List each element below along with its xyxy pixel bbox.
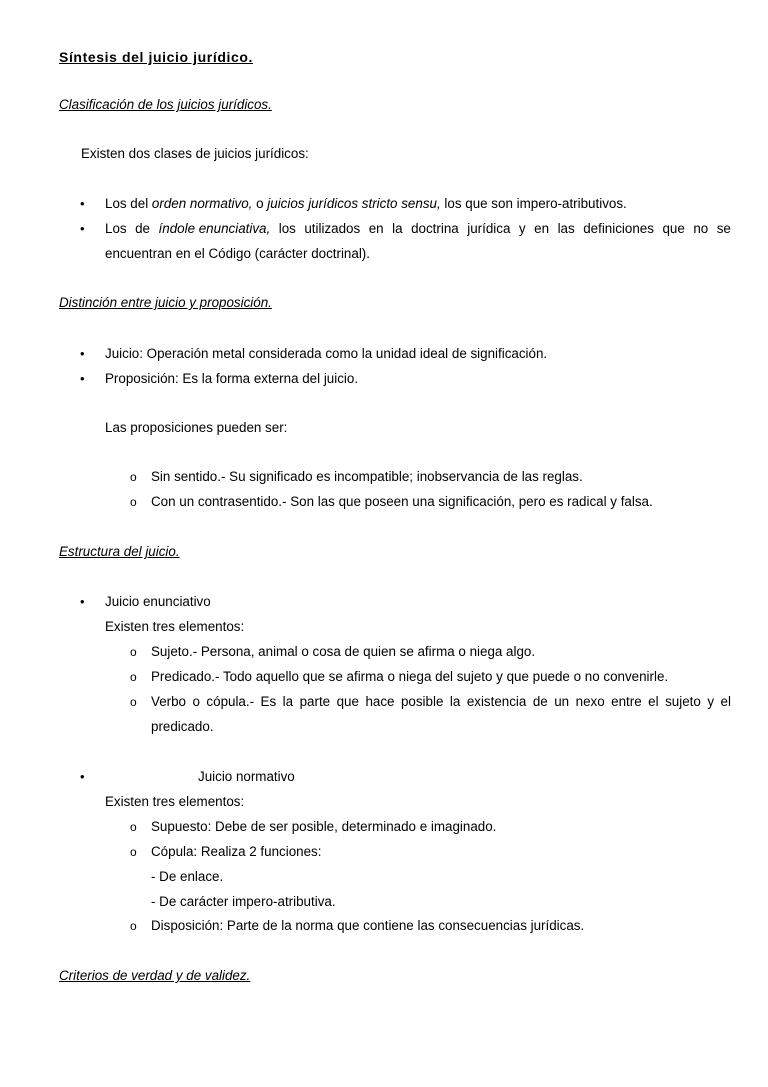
item-supuesto: Supuesto: Debe de ser posible, determinado e imaginado. [151, 819, 497, 834]
proposiciones-subtitle: Las proposiciones pueden ser: [105, 420, 288, 435]
bullet-marker: • [80, 371, 85, 386]
bullet-marker: • [80, 221, 85, 236]
bullet-juicio-enunciativo: Juicio enunciativo [105, 594, 211, 609]
copula-function-enlace: - De enlace. [151, 869, 224, 884]
item-copula: Cópula: Realiza 2 funciones: [151, 844, 322, 859]
circle-marker: o [130, 470, 137, 484]
bullet-indole-enunciativa-line2: encuentran en el Código (carácter doctrinal). [105, 246, 370, 261]
document-title: Síntesis del juicio jurídico. [59, 49, 253, 65]
bullet-orden-normativo: Los del orden normativo, o juicios jurídicos stricto sensu, los que son impero-atributivos. [105, 196, 627, 211]
intro-paragraph: Existen dos clases de juicios jurídicos: [81, 146, 309, 161]
section-heading-estructura: Estructura del juicio. [59, 544, 180, 559]
item-predicado: Predicado.- Todo aquello que se afirma o niega del sujeto y que puede o no convenirle. [151, 669, 669, 684]
bullet-proposicion: Proposición: Es la forma externa del juicio. [105, 371, 359, 386]
section-heading-criterios: Criterios de verdad y de validez. [59, 968, 251, 983]
circle-marker: o [130, 845, 137, 859]
item-contrasentido: Con un contrasentido.- Son las que poseen una significación, pero es radical y falsa. [151, 494, 653, 509]
circle-marker: o [130, 670, 137, 684]
enunciativo-subtitle: Existen tres elementos: [105, 619, 245, 634]
bullet-marker: • [80, 769, 85, 784]
item-disposicion: Disposición: Parte de la norma que contiene las consecuencias jurídicas. [151, 918, 585, 933]
bullet-indole-enunciativa-line1: Los de índole enunciativa, los utilizados en la doctrina jurídica y en las definiciones que no se [105, 221, 731, 236]
bullet-marker: • [80, 594, 85, 609]
bullet-marker: • [80, 346, 85, 361]
circle-marker: o [130, 820, 137, 834]
circle-marker: o [130, 495, 137, 509]
item-verbo-copula-line1: Verbo o cópula.- Es la parte que hace posible la existencia de un nexo entre el sujeto y el [151, 694, 731, 709]
circle-marker: o [130, 919, 137, 933]
bullet-juicio: Juicio: Operación metal considerada como la unidad ideal de significación. [105, 346, 548, 361]
section-heading-distincion: Distinción entre juicio y proposición. [59, 295, 272, 310]
section-heading-clasificacion: Clasificación de los juicios jurídicos. [59, 97, 272, 112]
item-sujeto: Sujeto.- Persona, animal o cosa de quien se afirma o niega algo. [151, 644, 536, 659]
copula-function-impero: - De carácter impero-atributiva. [151, 894, 336, 909]
circle-marker: o [130, 695, 137, 709]
bullet-marker: • [80, 196, 85, 211]
normativo-subtitle: Existen tres elementos: [105, 794, 245, 809]
bullet-juicio-normativo: Juicio normativo [198, 769, 295, 784]
item-verbo-copula-line2: predicado. [151, 719, 214, 734]
circle-marker: o [130, 645, 137, 659]
item-sin-sentido: Sin sentido.- Su significado es incompatible; inobservancia de las reglas. [151, 469, 583, 484]
